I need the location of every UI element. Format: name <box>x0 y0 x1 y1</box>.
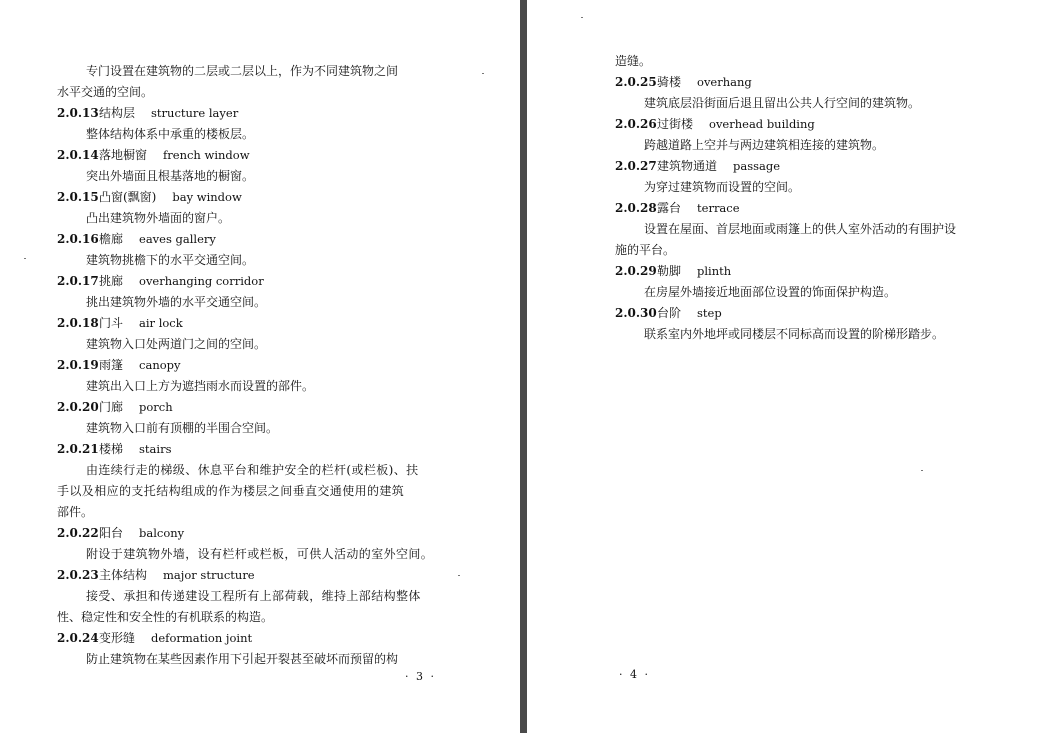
term-english-name: french window <box>163 148 250 162</box>
term-chinese-name: 雨篷 <box>99 358 124 372</box>
term-number: 2.0.24 <box>57 631 99 645</box>
scan-speck <box>24 258 26 259</box>
left-page <box>0 0 520 733</box>
right-page-body-line: 建筑底层沿街面后退且留出公共人行空间的建筑物。 <box>644 96 921 110</box>
left-page-term-heading <box>57 397 445 418</box>
term-number: 2.0.21 <box>57 442 99 456</box>
term-english-name: overhang <box>697 75 752 89</box>
left-page-term-heading <box>57 313 445 334</box>
left-page-term-heading <box>57 628 445 649</box>
right-page-term-heading <box>615 303 1007 324</box>
term-number: 2.0.27 <box>615 159 657 173</box>
term-number: 2.0.29 <box>615 264 657 278</box>
term-english-name: bay window <box>172 190 242 204</box>
term-english-name: step <box>697 306 722 320</box>
left-page-term-heading <box>57 523 445 544</box>
left-page-term-heading <box>57 187 445 208</box>
term-chinese-name: 檐廊 <box>99 232 124 246</box>
right-page-body-line: 跨越道路上空并与两边建筑相连接的建筑物。 <box>644 138 885 152</box>
left-page-body-line: 凸出建筑物外墙面的窗户。 <box>86 211 231 225</box>
book-spine <box>520 0 527 733</box>
term-number: 2.0.13 <box>57 106 99 120</box>
term-english-name: overhanging corridor <box>139 274 264 288</box>
right-page-term-heading <box>615 72 1007 93</box>
term-number: 2.0.28 <box>615 201 657 215</box>
term-chinese-name: 过街楼 <box>657 117 694 131</box>
left-page-body-line: 挑出建筑物外墙的水平交通空间。 <box>86 295 267 309</box>
term-english-name: porch <box>139 400 173 414</box>
left-page-body-line: 建筑物挑檐下的水平交通空间。 <box>86 253 255 267</box>
right-page-body-line: 为穿过建筑物而设置的空间。 <box>644 180 801 194</box>
left-page-body-line: 附设于建筑物外墙，设有栏杆或栏板，可供人活动的室外空间。 <box>86 547 434 561</box>
term-number: 2.0.20 <box>57 400 99 414</box>
term-chinese-name: 阳台 <box>99 526 124 540</box>
term-english-name: major structure <box>163 568 255 582</box>
right-page-term-heading <box>615 198 1007 219</box>
left-page-body-line: 由连续行走的梯级、休息平台和维护安全的栏杆(或栏板)、扶 <box>86 463 419 477</box>
term-english-name: overhead building <box>709 117 815 131</box>
term-english-name: balcony <box>139 526 185 540</box>
term-number: 2.0.19 <box>57 358 99 372</box>
term-number: 2.0.22 <box>57 526 99 540</box>
left-page-body-line: 建筑出入口上方为遮挡雨水而设置的部件。 <box>86 379 315 393</box>
right-page <box>527 0 1046 733</box>
term-english-name: passage <box>733 159 781 173</box>
term-english-name: air lock <box>139 316 183 330</box>
term-chinese-name: 变形缝 <box>99 631 136 645</box>
term-chinese-name: 骑楼 <box>657 75 682 89</box>
term-english-name: deformation joint <box>151 631 253 645</box>
scan-speck <box>458 575 460 576</box>
term-number: 2.0.16 <box>57 232 99 246</box>
right-page-body-line: 造缝。 <box>615 54 652 68</box>
term-english-name: eaves gallery <box>139 232 216 246</box>
left-page-body-line: 突出外墙面且根基落地的橱窗。 <box>86 169 255 183</box>
left-page-term-heading <box>57 229 445 250</box>
right-page-text-column <box>615 51 1007 345</box>
page-number-left: · 3 · <box>405 670 436 683</box>
right-page-term-heading <box>615 114 1007 135</box>
left-page-body-line: 部件。 <box>57 505 94 519</box>
term-number: 2.0.26 <box>615 117 657 131</box>
term-chinese-name: 门廊 <box>99 400 124 414</box>
left-page-body-line: 防止建筑物在某些因素作用下引起开裂甚至破坏而预留的构 <box>86 652 399 666</box>
right-page-term-heading <box>615 261 1007 282</box>
right-page-body-line: 设置在屋面、首层地面或雨篷上的供人室外活动的有围护设 <box>644 222 957 236</box>
term-chinese-name: 建筑物通道 <box>657 159 718 173</box>
left-page-term-heading <box>57 271 445 292</box>
term-english-name: plinth <box>697 264 732 278</box>
term-number: 2.0.23 <box>57 568 99 582</box>
left-page-text-column <box>57 61 445 670</box>
term-number: 2.0.18 <box>57 316 99 330</box>
term-number: 2.0.15 <box>57 190 99 204</box>
term-chinese-name: 主体结构 <box>99 568 148 582</box>
scan-speck <box>581 17 583 18</box>
left-page-body-line: 建筑物入口前有顶棚的半围合空间。 <box>86 421 279 435</box>
left-page-term-heading <box>57 145 445 166</box>
term-chinese-name: 勒脚 <box>657 264 682 278</box>
term-number: 2.0.30 <box>615 306 657 320</box>
scan-speck <box>921 470 923 471</box>
left-page-body-line: 专门设置在建筑物的二层或二层以上，作为不同建筑物之间 <box>86 64 399 78</box>
term-english-name: terrace <box>697 201 740 215</box>
term-number: 2.0.25 <box>615 75 657 89</box>
scan-speck <box>482 73 484 74</box>
term-chinese-name: 凸窗(飘窗) <box>99 190 157 204</box>
left-page-body-line: 建筑物入口处两道门之间的空间。 <box>86 337 267 351</box>
term-chinese-name: 门斗 <box>99 316 124 330</box>
right-page-body-line: 联系室内外地坪或同楼层不同标高而设置的阶梯形踏步。 <box>644 327 945 341</box>
left-page-body-line: 整体结构体系中承重的楼板层。 <box>86 127 255 141</box>
term-chinese-name: 结构层 <box>99 106 136 120</box>
left-page-term-heading <box>57 355 445 376</box>
left-page-term-heading <box>57 565 445 586</box>
term-chinese-name: 落地橱窗 <box>99 148 148 162</box>
term-english-name: structure layer <box>151 106 239 120</box>
term-english-name: stairs <box>139 442 172 456</box>
left-page-body-line: 水平交通的空间。 <box>57 85 154 99</box>
left-page-body-line: 手以及相应的支托结构组成的作为楼层之间垂直交通使用的建筑 <box>57 484 405 498</box>
left-page-body-line: 性、稳定性和安全性的有机联系的构造。 <box>57 610 274 624</box>
left-page-body-line: 接受、承担和传递建设工程所有上部荷载，维持上部结构整体 <box>86 589 421 603</box>
right-page-term-heading <box>615 156 1007 177</box>
page-number-right: · 4 · <box>619 668 650 681</box>
left-page-term-heading <box>57 103 445 124</box>
term-chinese-name: 台阶 <box>657 306 682 320</box>
term-english-name: canopy <box>139 358 181 372</box>
right-page-body-line: 在房屋外墙接近地面部位设置的饰面保护构造。 <box>644 285 897 299</box>
right-page-body-line: 施的平台。 <box>615 243 676 257</box>
term-chinese-name: 挑廊 <box>99 274 124 288</box>
left-page-term-heading <box>57 439 445 460</box>
term-chinese-name: 露台 <box>657 201 682 215</box>
term-number: 2.0.14 <box>57 148 99 162</box>
term-number: 2.0.17 <box>57 274 99 288</box>
term-chinese-name: 楼梯 <box>99 442 124 456</box>
